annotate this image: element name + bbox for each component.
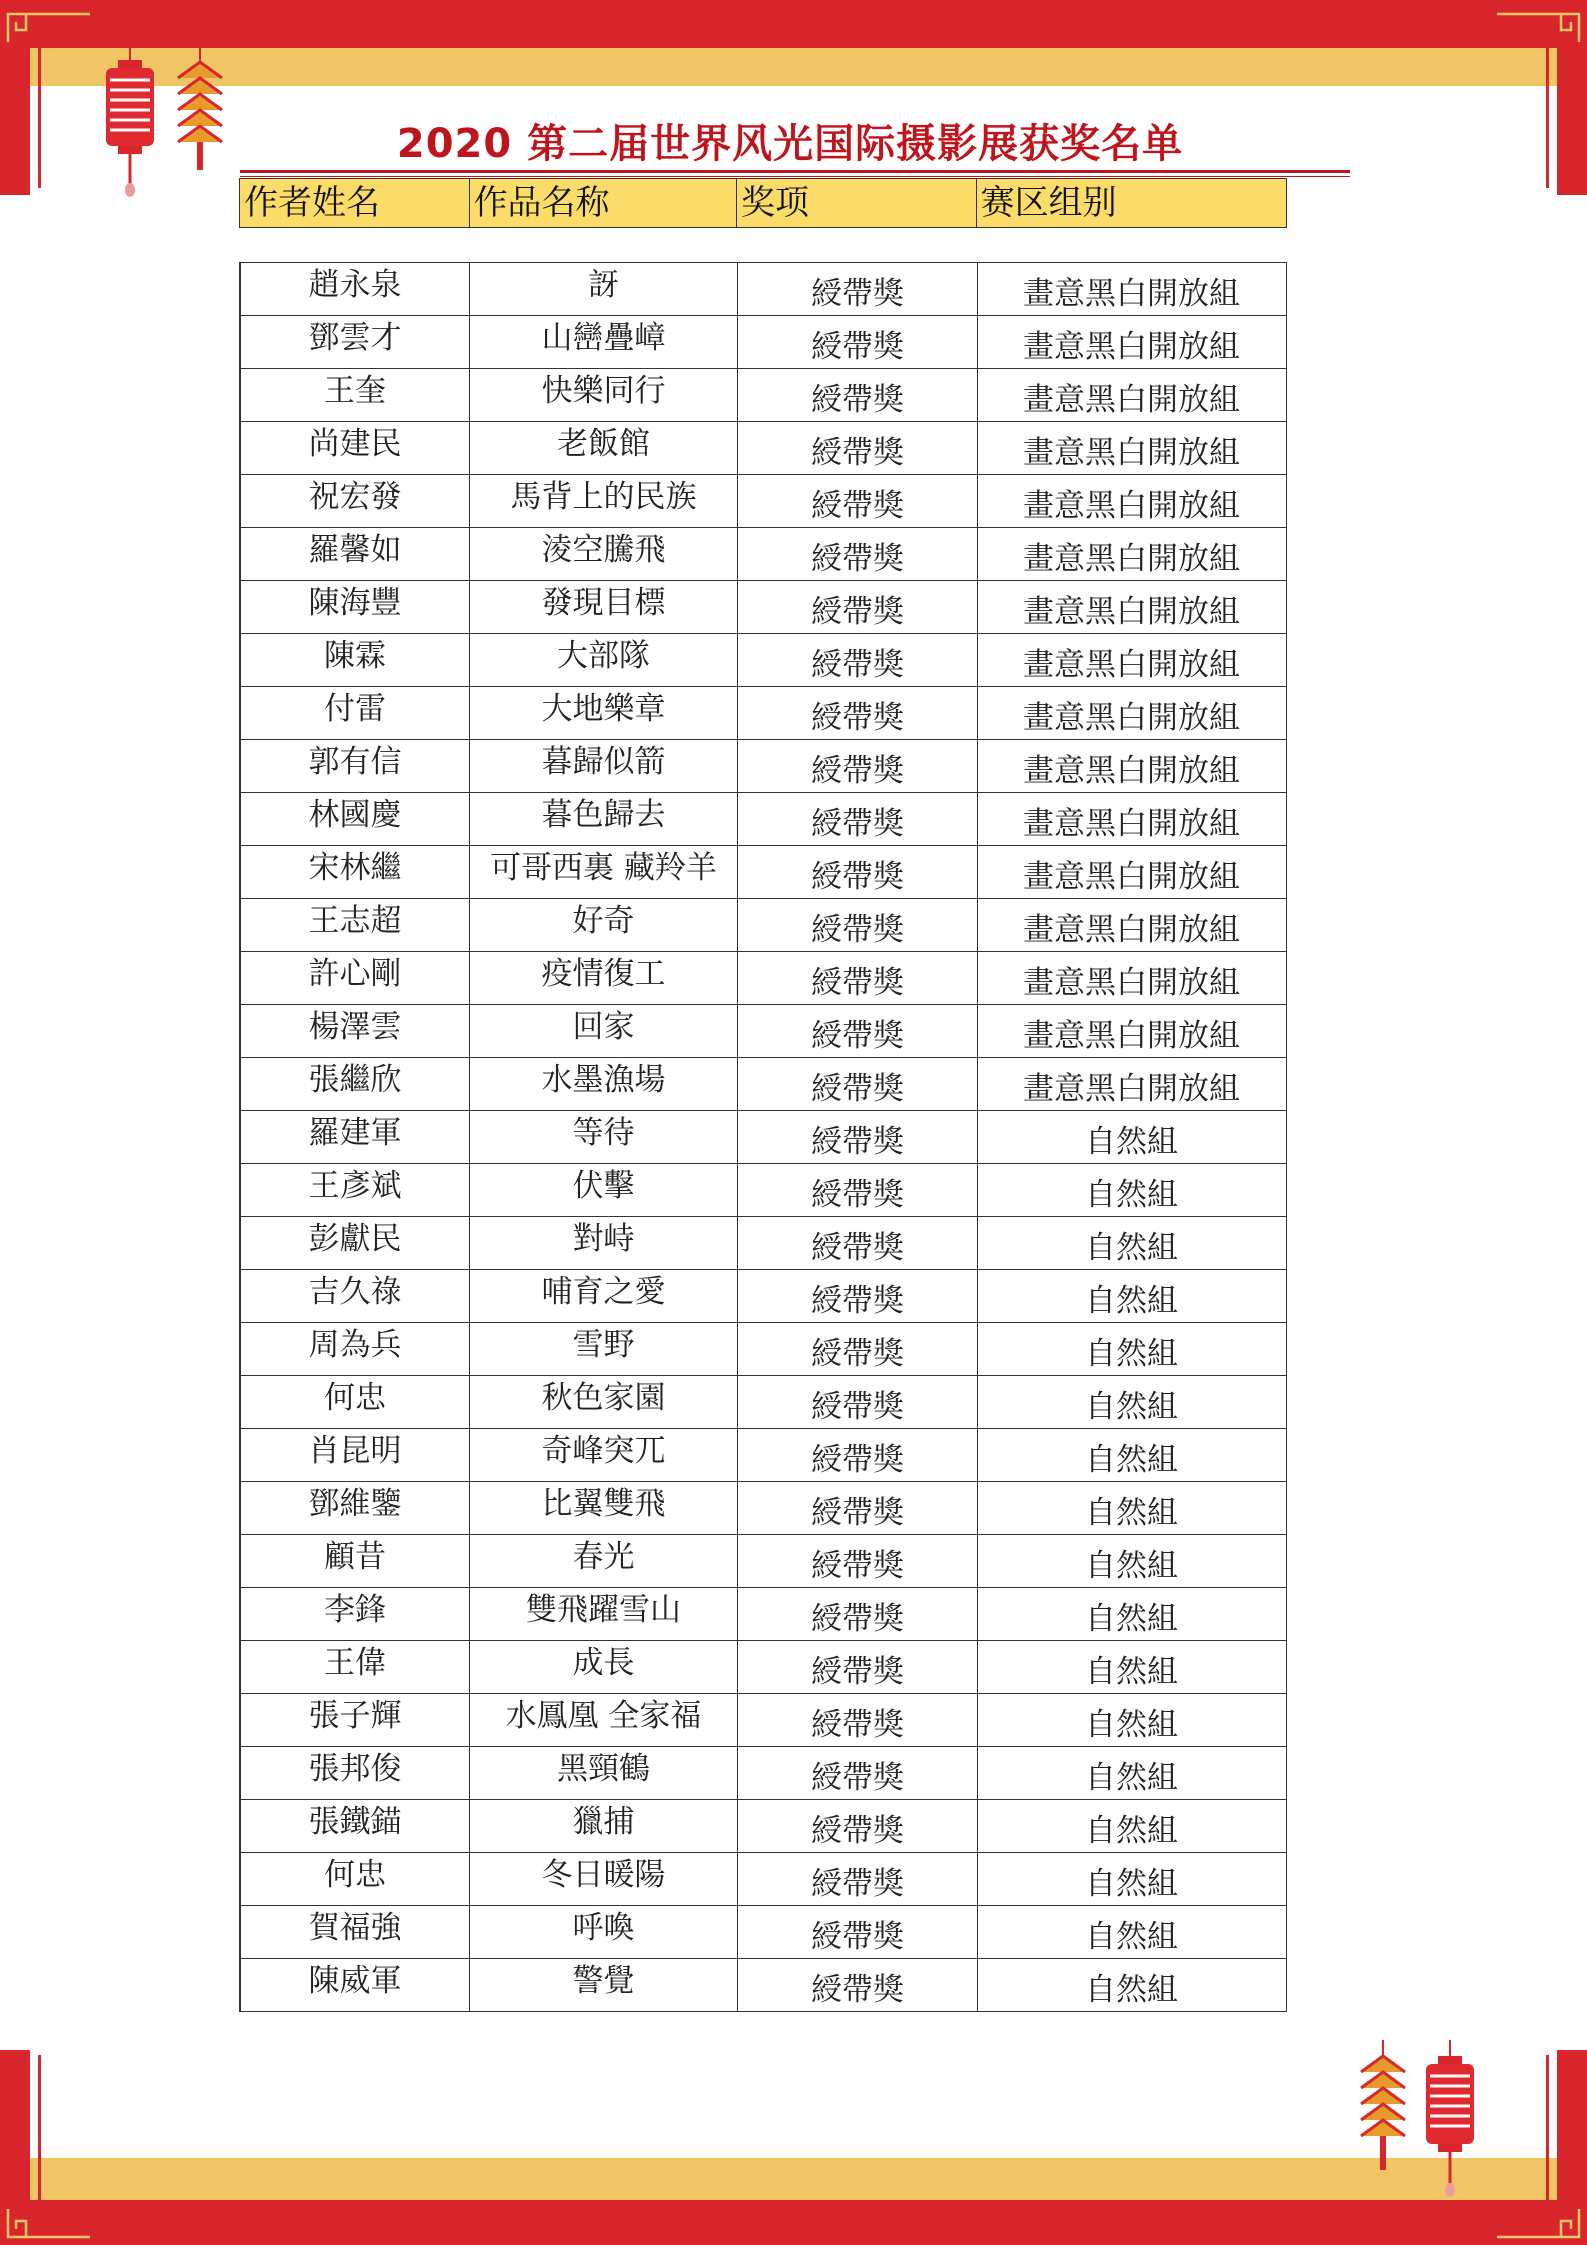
table-row: [239, 369, 1286, 422]
table-row: [239, 846, 1286, 899]
work-cell: 春光: [469, 1535, 737, 1587]
firecracker-icon: [172, 48, 228, 178]
author-cell: 周為兵: [239, 1323, 469, 1375]
group-cell: 自然組: [977, 1800, 1285, 1852]
group-cell: 自然組: [977, 1429, 1285, 1481]
table-row: [239, 263, 1286, 316]
author-cell: 許心剛: [239, 952, 469, 1004]
table-row: [239, 1800, 1286, 1853]
author-cell: 何忠: [239, 1853, 469, 1905]
group-cell: 畫意黑白開放組: [977, 740, 1285, 792]
work-cell: 淩空騰飛: [469, 528, 737, 580]
work-cell: 好奇: [469, 899, 737, 951]
group-cell: 畫意黑白開放組: [977, 634, 1285, 686]
author-cell: 付雷: [239, 687, 469, 739]
award-cell: 綬帶獎: [737, 1853, 977, 1905]
author-cell: 楊澤雲: [239, 1005, 469, 1057]
award-cell: 綬帶獎: [737, 475, 977, 527]
work-cell: 冬日暖陽: [469, 1853, 737, 1905]
award-cell: 綬帶獎: [737, 1747, 977, 1799]
work-cell: 回家: [469, 1005, 737, 1057]
work-cell: 獵捕: [469, 1800, 737, 1852]
table-row: [239, 687, 1286, 740]
author-cell: 彭獻民: [239, 1217, 469, 1269]
red-lantern-icon: [100, 48, 160, 198]
author-cell: 顧昔: [239, 1535, 469, 1587]
right-thin-line-bottom: [1546, 2055, 1549, 2200]
award-cell: 綬帶獎: [737, 1376, 977, 1428]
table-row: [239, 1111, 1286, 1164]
group-cell: 畫意黑白開放組: [977, 1005, 1285, 1057]
author-cell: 陳海豐: [239, 581, 469, 633]
group-cell: 畫意黑白開放組: [977, 793, 1285, 845]
table-row: [239, 1217, 1286, 1270]
author-cell: 吉久祿: [239, 1270, 469, 1322]
right-thin-line-top: [1546, 48, 1549, 188]
author-cell: 祝宏發: [239, 475, 469, 527]
table-row: [239, 1270, 1286, 1323]
title-underline: [240, 170, 1350, 173]
group-cell: 畫意黑白開放組: [977, 687, 1285, 739]
work-cell: 可哥西裏 藏羚羊: [469, 846, 737, 898]
author-cell: 李鋒: [239, 1588, 469, 1640]
group-cell: 自然組: [977, 1164, 1285, 1216]
award-cell: 綬帶獎: [737, 1959, 977, 2011]
work-cell: 老飯館: [469, 422, 737, 474]
red-lantern-icon: [1420, 2040, 1480, 2200]
award-cell: 綬帶獎: [737, 1800, 977, 1852]
author-cell: 羅馨如: [239, 528, 469, 580]
work-cell: 馬背上的民族: [469, 475, 737, 527]
bottom-red-band: [0, 2200, 1587, 2245]
group-cell: 自然組: [977, 1535, 1285, 1587]
table-row: [239, 1376, 1286, 1429]
group-cell: 自然組: [977, 1747, 1285, 1799]
group-cell: 自然組: [977, 1270, 1285, 1322]
award-cell: 綬帶獎: [737, 1482, 977, 1534]
table-row: [239, 316, 1286, 369]
group-cell: 自然組: [977, 1323, 1285, 1375]
group-cell: 自然組: [977, 1906, 1285, 1958]
group-cell: 自然組: [977, 1853, 1285, 1905]
table-row: [239, 1959, 1286, 2012]
table-row: [239, 528, 1286, 581]
group-cell: 畫意黑白開放組: [977, 899, 1285, 951]
author-cell: 林國慶: [239, 793, 469, 845]
work-cell: 哺育之愛: [469, 1270, 737, 1322]
award-cell: 綬帶獎: [737, 793, 977, 845]
group-cell: 畫意黑白開放組: [977, 846, 1285, 898]
table-row: [239, 422, 1286, 475]
work-cell: 伏擊: [469, 1164, 737, 1216]
group-cell: 畫意黑白開放組: [977, 263, 1285, 315]
table-row: [239, 952, 1286, 1005]
work-cell: 秋色家園: [469, 1376, 737, 1428]
award-cell: 綬帶獎: [737, 316, 977, 368]
table-header: [239, 178, 1287, 228]
award-cell: 綬帶獎: [737, 1323, 977, 1375]
group-cell: 自然組: [977, 1694, 1285, 1746]
header-work: 作品名称: [470, 179, 737, 227]
author-cell: 王志超: [239, 899, 469, 951]
author-cell: 宋林繼: [239, 846, 469, 898]
award-cell: 綬帶獎: [737, 1005, 977, 1057]
author-cell: 王彥斌: [239, 1164, 469, 1216]
corner-pattern-top-left-icon: [4, 8, 94, 48]
group-cell: 畫意黑白開放組: [977, 369, 1285, 421]
table-row: [239, 1164, 1286, 1217]
author-cell: 何忠: [239, 1376, 469, 1428]
award-cell: 綬帶獎: [737, 528, 977, 580]
work-cell: 等待: [469, 1111, 737, 1163]
work-cell: 大地樂章: [469, 687, 737, 739]
author-cell: 王偉: [239, 1641, 469, 1693]
table-row: [239, 1482, 1286, 1535]
table-row: [239, 581, 1286, 634]
group-cell: 畫意黑白開放組: [977, 422, 1285, 474]
award-cell: 綬帶獎: [737, 581, 977, 633]
corner-pattern-bottom-left-icon: [4, 2203, 94, 2243]
table-row: [239, 1694, 1286, 1747]
author-cell: 趙永泉: [239, 263, 469, 315]
table-row: [239, 634, 1286, 687]
award-cell: 綬帶獎: [737, 1217, 977, 1269]
award-cell: 綬帶獎: [737, 369, 977, 421]
award-cell: 綬帶獎: [737, 1111, 977, 1163]
header-group: 赛区组别: [980, 183, 1117, 223]
author-cell: 張鐵錨: [239, 1800, 469, 1852]
firecracker-icon: [1355, 2040, 1411, 2180]
award-cell: 綬帶獎: [737, 1058, 977, 1110]
group-cell: 自然組: [977, 1959, 1285, 2011]
corner-pattern-top-right-icon: [1493, 8, 1583, 48]
work-cell: 對峙: [469, 1217, 737, 1269]
table-row: [239, 475, 1286, 528]
work-cell: 訝: [469, 263, 737, 315]
award-cell: 綬帶獎: [737, 1164, 977, 1216]
table-row: [239, 1005, 1286, 1058]
group-cell: 畫意黑白開放組: [977, 528, 1285, 580]
top-red-band: [0, 0, 1587, 48]
work-cell: 成長: [469, 1641, 737, 1693]
table-row: [239, 740, 1286, 793]
work-cell: 比翼雙飛: [469, 1482, 737, 1534]
table-row: [239, 1058, 1286, 1111]
group-cell: 畫意黑白開放組: [977, 475, 1285, 527]
table-row: [239, 1906, 1286, 1959]
award-cell: 綬帶獎: [737, 952, 977, 1004]
award-cell: 綬帶獎: [737, 899, 977, 951]
group-cell: 自然組: [977, 1588, 1285, 1640]
table-row: [239, 899, 1286, 952]
work-cell: 山巒疊嶂: [469, 316, 737, 368]
top-gold-band: [30, 48, 1557, 86]
work-cell: 快樂同行: [469, 369, 737, 421]
author-cell: 張繼欣: [239, 1058, 469, 1110]
award-cell: 綬帶獎: [737, 740, 977, 792]
award-cell: 綬帶獎: [737, 1906, 977, 1958]
author-cell: 尚建民: [239, 422, 469, 474]
author-cell: 陳威軍: [239, 1959, 469, 2011]
group-cell: 畫意黑白開放組: [977, 581, 1285, 633]
work-cell: 水墨漁場: [469, 1058, 737, 1110]
author-cell: 王奎: [239, 369, 469, 421]
title-underline-thin: [240, 176, 1350, 177]
table-row: [239, 1429, 1286, 1482]
group-cell: 畫意黑白開放組: [977, 316, 1285, 368]
table-row: [239, 1323, 1286, 1376]
work-cell: 雙飛躍雪山: [469, 1588, 737, 1640]
table-row: [239, 1641, 1286, 1694]
author-cell: 肖昆明: [239, 1429, 469, 1481]
work-cell: 水鳳凰 全家福: [469, 1694, 737, 1746]
award-cell: 綬帶獎: [737, 1270, 977, 1322]
author-cell: 陳霖: [239, 634, 469, 686]
group-cell: 自然組: [977, 1376, 1285, 1428]
award-cell: 綬帶獎: [737, 634, 977, 686]
work-cell: 呼喚: [469, 1906, 737, 1958]
header-award: 奖项: [737, 179, 977, 227]
work-cell: 黑頸鶴: [469, 1747, 737, 1799]
work-cell: 暮歸似箭: [469, 740, 737, 792]
award-cell: 綬帶獎: [737, 263, 977, 315]
award-cell: 綬帶獎: [737, 1641, 977, 1693]
award-cell: 綬帶獎: [737, 1694, 977, 1746]
work-cell: 警覺: [469, 1959, 737, 2011]
group-cell: 自然組: [977, 1482, 1285, 1534]
author-cell: 張子輝: [239, 1694, 469, 1746]
group-cell: 自然組: [977, 1217, 1285, 1269]
table-row: [239, 1535, 1286, 1588]
award-cell: 綬帶獎: [737, 422, 977, 474]
group-cell: 畫意黑白開放組: [977, 952, 1285, 1004]
work-cell: 奇峰突兀: [469, 1429, 737, 1481]
corner-pattern-bottom-right-icon: [1493, 2203, 1583, 2243]
work-cell: 大部隊: [469, 634, 737, 686]
left-thin-line-bottom: [38, 2055, 41, 2200]
author-cell: 羅建軍: [239, 1111, 469, 1163]
table-row: [239, 1853, 1286, 1906]
author-cell: 賀福強: [239, 1906, 469, 1958]
work-cell: 雪野: [469, 1323, 737, 1375]
table-row: [239, 1588, 1286, 1641]
table-row: [239, 793, 1286, 846]
award-cell: 綬帶獎: [737, 846, 977, 898]
author-cell: 鄧雲才: [239, 316, 469, 368]
header-author: 作者姓名: [240, 179, 470, 227]
award-cell: 綬帶獎: [737, 1535, 977, 1587]
work-cell: 發現目標: [469, 581, 737, 633]
table-row: [239, 1747, 1286, 1800]
award-cell: 綬帶獎: [737, 687, 977, 739]
group-cell: 畫意黑白開放組: [977, 1058, 1285, 1110]
group-cell: 自然組: [977, 1111, 1285, 1163]
page-title: 2020 第二届世界风光国际摄影展获奖名单: [396, 121, 1184, 167]
author-cell: 郭有信: [239, 740, 469, 792]
group-cell: 自然組: [977, 1641, 1285, 1693]
bottom-gold-band: [30, 2158, 1557, 2200]
work-cell: 暮色歸去: [469, 793, 737, 845]
award-cell: 綬帶獎: [737, 1429, 977, 1481]
author-cell: 張邦俊: [239, 1747, 469, 1799]
work-cell: 疫情復工: [469, 952, 737, 1004]
award-cell: 綬帶獎: [737, 1588, 977, 1640]
author-cell: 鄧維鑒: [239, 1482, 469, 1534]
left-thin-line-top: [38, 48, 41, 188]
award-table: [239, 262, 1287, 2012]
